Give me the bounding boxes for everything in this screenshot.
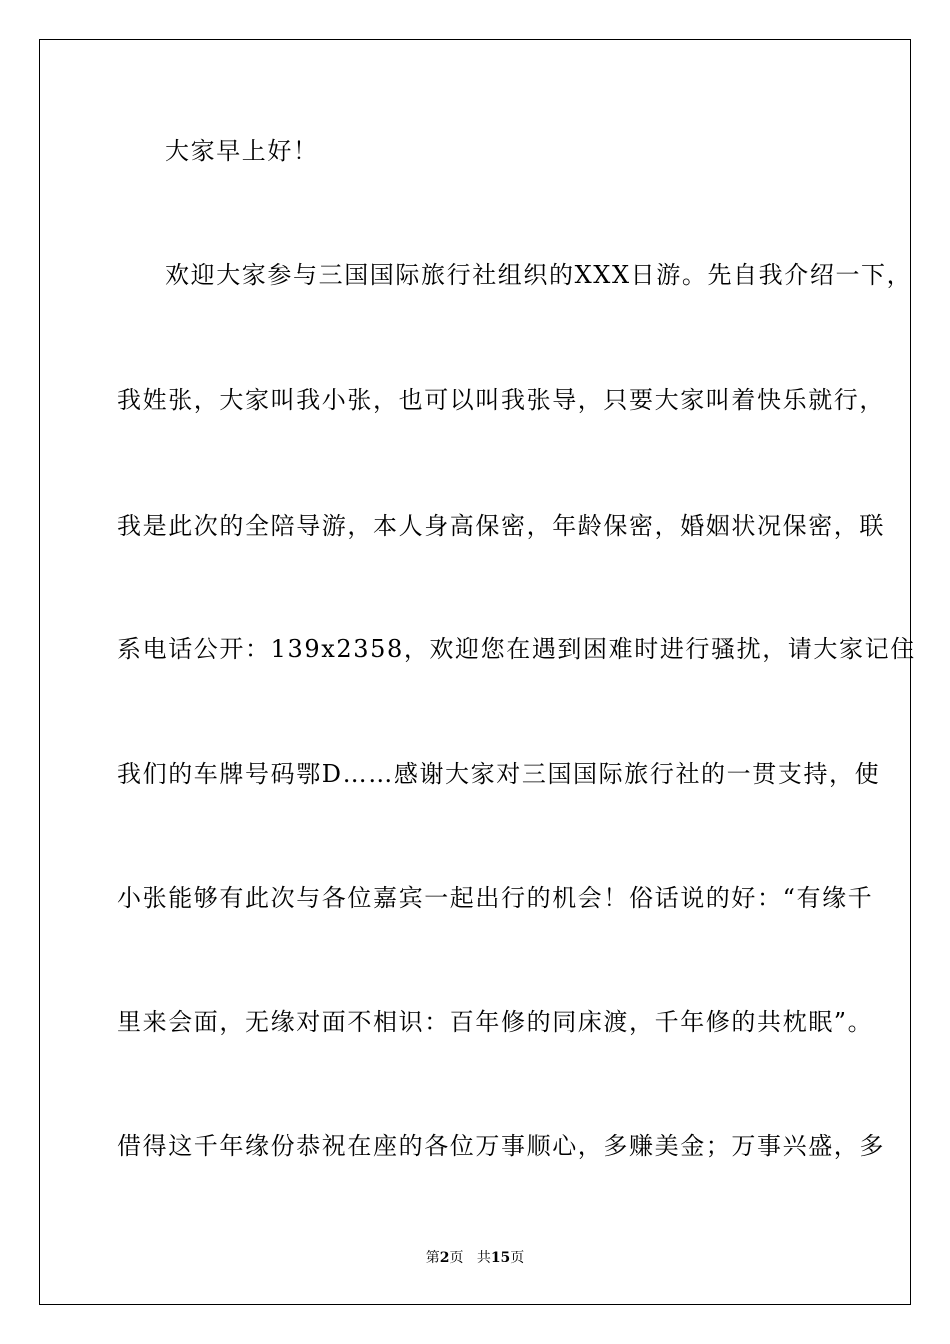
page-footer bbox=[0, 1249, 950, 1267]
paragraph-line-4: 我是此次的全陪导游，本人身高保密，年龄保密，婚姻状况保密，联 bbox=[117, 512, 885, 540]
page-border bbox=[39, 39, 911, 1305]
footer-page-suffix: 页 bbox=[449, 1250, 464, 1266]
paragraph-line-3: 我姓张，大家叫我小张，也可以叫我张导，只要大家叫着快乐就行， bbox=[117, 386, 885, 414]
paragraph-line-7: 小张能够有此次与各位嘉宾一起出行的机会！俗话说的好：“有缘千 bbox=[117, 884, 874, 912]
paragraph-line-8: 里来会面，无缘对面不相识：百年修的同床渡，千年修的共枕眠”。 bbox=[117, 1008, 874, 1036]
paragraph-line-2: 欢迎大家参与三国国际旅行社组织的XXX日游。先自我介绍一下， bbox=[165, 261, 913, 289]
footer-total-prefix: 共 bbox=[476, 1250, 491, 1266]
footer-page-number: 2 bbox=[439, 1250, 450, 1266]
paragraph-line-6: 我们的车牌号码鄂D……感谢大家对三国国际旅行社的一贯支持，使 bbox=[117, 760, 881, 788]
footer-total-suffix: 页 bbox=[510, 1250, 525, 1266]
paragraph-line-1: 大家早上好！ bbox=[165, 137, 319, 165]
paragraph-line-5: 系电话公开：139x2358，欢迎您在遇到困难时进行骚扰，请大家记住 bbox=[117, 635, 916, 663]
footer-page-prefix: 第 bbox=[425, 1250, 440, 1266]
footer-total-pages: 15 bbox=[490, 1250, 511, 1266]
paragraph-line-9: 借得这千年缘份恭祝在座的各位万事顺心，多赚美金；万事兴盛，多 bbox=[117, 1132, 885, 1160]
